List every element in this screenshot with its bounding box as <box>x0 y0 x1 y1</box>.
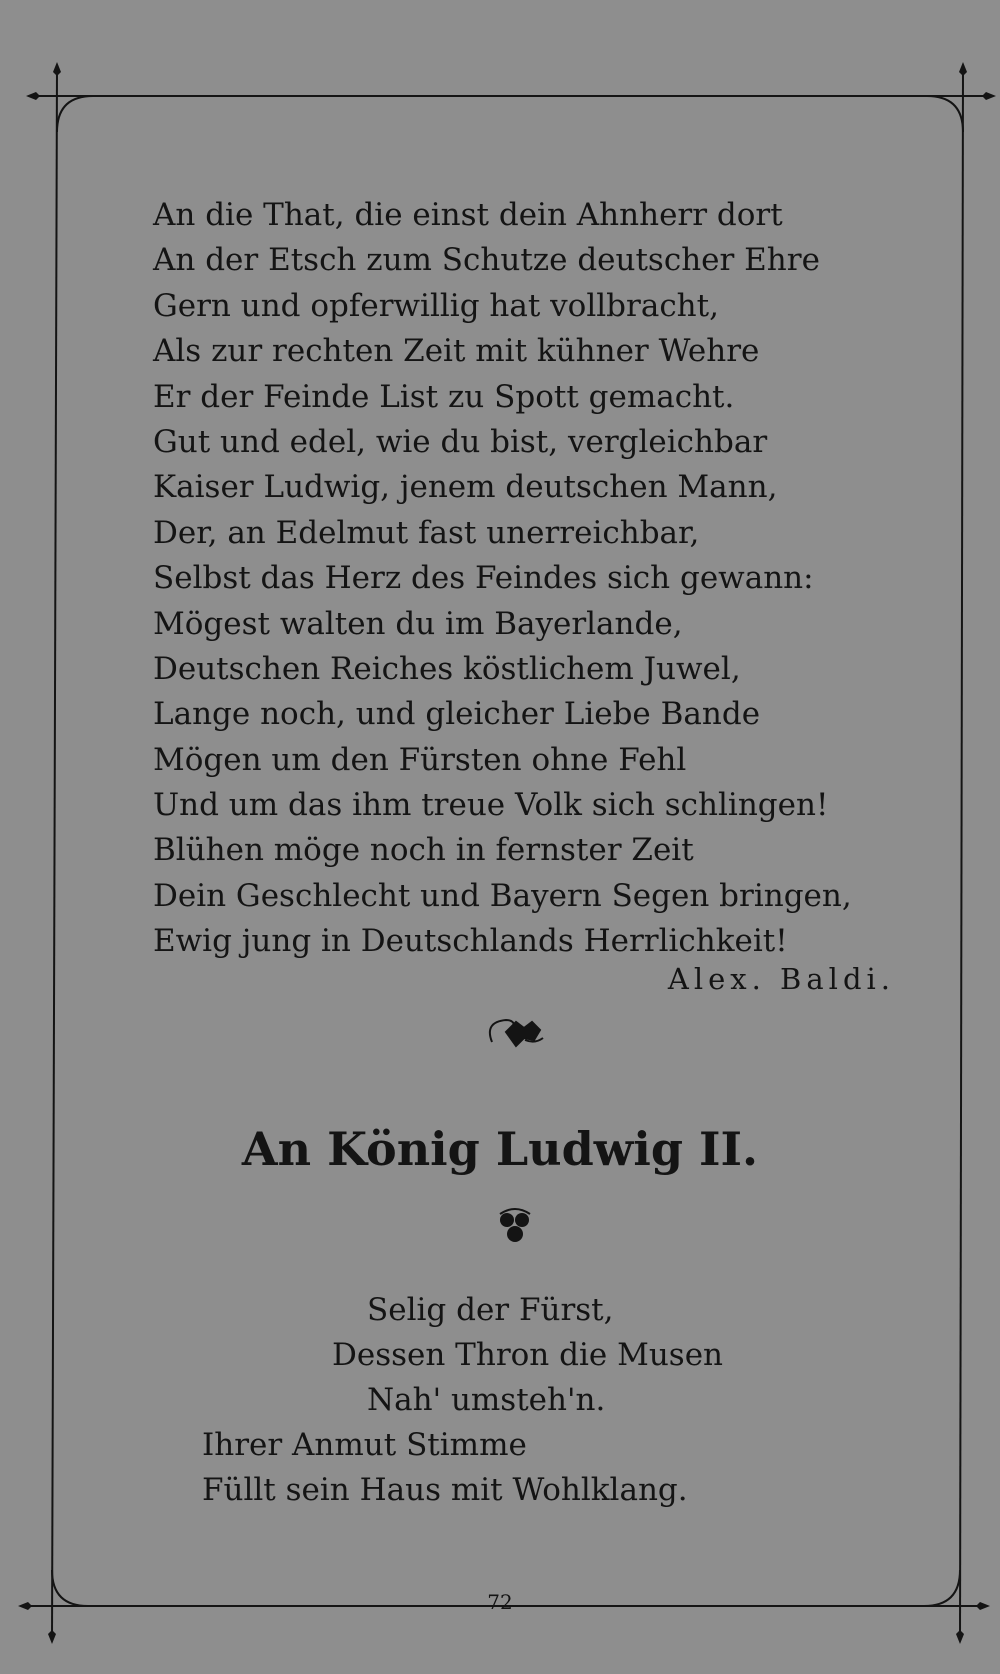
poem-stanza-1 <box>153 193 873 965</box>
poem-line: Blühen möge noch in fernster Zeit <box>153 832 694 869</box>
fleuron-icon <box>490 1020 543 1046</box>
poem-line: An die That, die einst dein Ahnherr dort <box>153 197 783 233</box>
ornament-icon <box>500 1209 530 1242</box>
poem-line: Nah' umsteh'n. <box>367 1382 606 1418</box>
poem-line: Und um das ihm treue Volk sich schlingen! <box>153 787 829 824</box>
poem-line: Kaiser Ludwig, jenem deutschen Mann, <box>153 469 778 506</box>
poem-line: Mögest walten du im Bayerlande, <box>153 605 683 642</box>
poem-title: An König Ludwig II. <box>241 1122 759 1176</box>
poem-line: Er der Feinde List zu Spott gemacht. <box>153 378 735 415</box>
poem-line: Ihrer Anmut Stimme <box>202 1427 527 1463</box>
poem-line: Selbst das Herz des Feindes sich gewann: <box>153 560 814 597</box>
poem-line: Ewig jung in Deutschlands Herrlichkeit! <box>153 923 788 960</box>
poem-line: An der Etsch zum Schutze deutscher Ehre <box>153 242 820 279</box>
poem-line: Gern und opferwillig hat vollbracht, <box>153 287 719 324</box>
page-number: 72 <box>487 1590 513 1614</box>
poem-line: Gut und edel, wie du bist, vergleichbar <box>153 423 768 460</box>
poem-line: Der, an Edelmut fast unerreichbar, <box>153 514 700 551</box>
poem-line: Deutschen Reiches köstlichem Juwel, <box>153 650 741 687</box>
poem-line: Mögen um den Fürsten ohne Fehl <box>153 741 687 778</box>
poem-line: Dein Geschlecht und Bayern Segen bringen, <box>153 877 852 914</box>
poem-line: Als zur rechten Zeit mit kühner Wehre <box>153 333 760 370</box>
poem-line: Lange noch, und gleicher Liebe Bande <box>153 696 761 733</box>
poem-line: Füllt sein Haus mit Wohlklang. <box>202 1472 688 1508</box>
poem-line: Selig der Fürst, <box>367 1292 614 1328</box>
author-signature: Alex. Baldi. <box>667 962 895 996</box>
poem-line: Dessen Thron die Musen <box>332 1337 724 1373</box>
